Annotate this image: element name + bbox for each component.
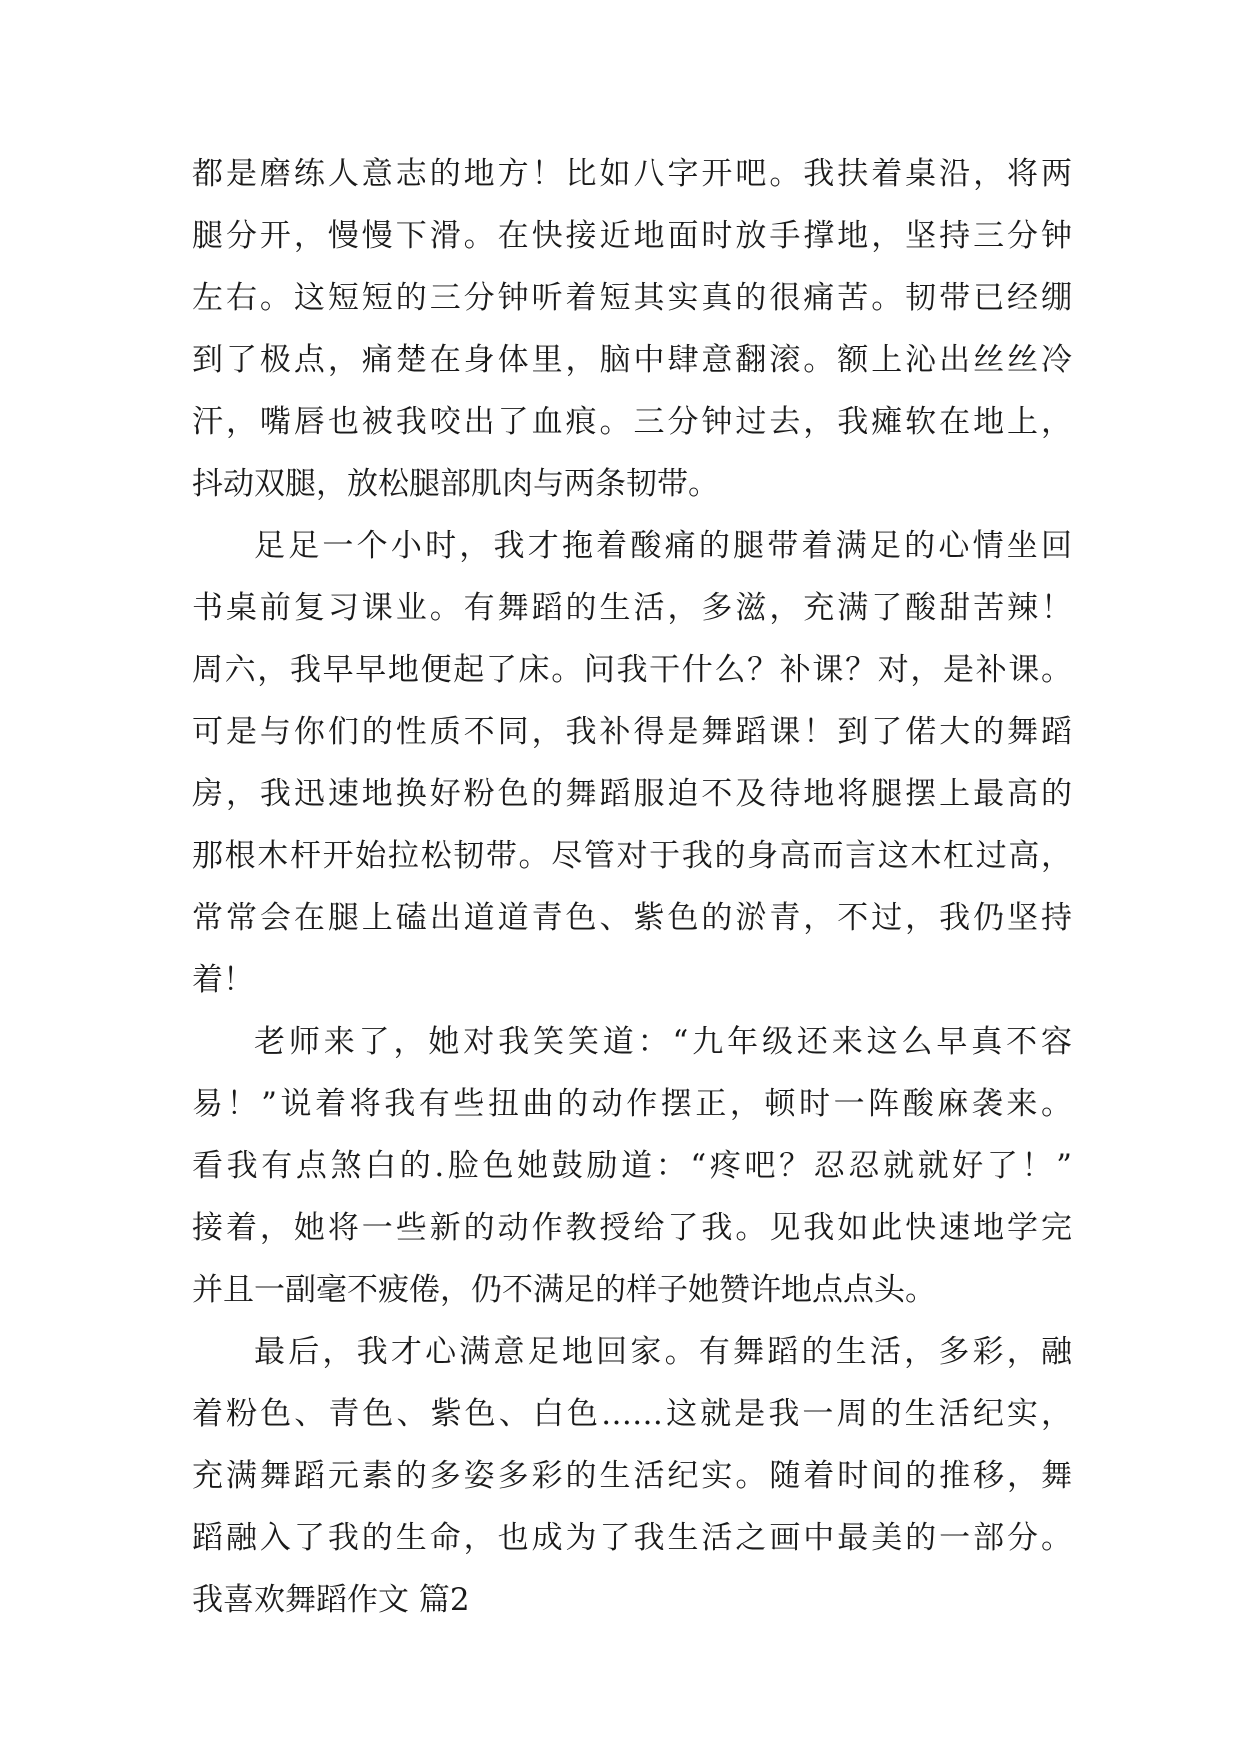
text-line: 都是磨练人意志的地方！比如八字开吧。我扶着桌沿，将两 <box>192 156 1072 192</box>
text-line: 左右。这短短的三分钟听着短其实真的很痛苦。韧带已经绷 <box>192 280 1072 316</box>
text-line: 充满舞蹈元素的多姿多彩的生活纪实。随着时间的推移，舞 <box>192 1458 1072 1494</box>
text-line: 看我有点煞白的.脸色她鼓励道：“疼吧？忍忍就就好了！” <box>192 1148 1072 1184</box>
text-line: 周六，我早早地便起了床。问我干什么？补课？对，是补课。 <box>192 652 1072 688</box>
text-line: 足足一个小时，我才拖着酸痛的腿带着满足的心情坐回 <box>254 528 1072 564</box>
text-line: 可是与你们的性质不同，我补得是舞蹈课！到了偌大的舞蹈 <box>192 714 1072 750</box>
text-line: 书桌前复习课业。有舞蹈的生活，多滋，充满了酸甜苦辣！ <box>192 590 1072 626</box>
text-line: 老师来了，她对我笑笑道：“九年级还来这么早真不容 <box>254 1024 1072 1060</box>
text-line: 房，我迅速地换好粉色的舞蹈服迫不及待地将腿摆上最高的 <box>192 776 1072 812</box>
text-line: 最后，我才心满意足地回家。有舞蹈的生活，多彩，融 <box>254 1334 1072 1370</box>
text-line: 并且一副毫不疲倦，仍不满足的样子她赞许地点点头。 <box>192 1272 936 1308</box>
text-line: 到了极点，痛楚在身体里，脑中肆意翻滚。额上沁出丝丝冷 <box>192 342 1072 378</box>
text-line: 腿分开，慢慢下滑。在快接近地面时放手撑地，坚持三分钟 <box>192 218 1072 254</box>
text-line: 蹈融入了我的生命，也成为了我生活之画中最美的一部分。 <box>192 1520 1072 1556</box>
text-line: 接着，她将一些新的动作教授给了我。见我如此快速地学完 <box>192 1210 1072 1246</box>
text-line: 常常会在腿上磕出道道青色、紫色的淤青，不过，我仍坚持 <box>192 900 1072 936</box>
section-heading: 我喜欢舞蹈作文 篇2 <box>192 1582 470 1618</box>
text-line: 易！”说着将我有些扭曲的动作摆正，顿时一阵酸麻袭来。 <box>192 1086 1072 1122</box>
text-line: 汗，嘴唇也被我咬出了血痕。三分钟过去，我瘫软在地上， <box>192 404 1072 440</box>
text-line: 着粉色、青色、紫色、白色……这就是我一周的生活纪实， <box>192 1396 1072 1432</box>
text-line: 着！ <box>192 962 254 998</box>
text-line: 那根木杆开始拉松韧带。尽管对于我的身高而言这木杠过高， <box>192 838 1072 874</box>
text-line: 抖动双腿，放松腿部肌肉与两条韧带。 <box>192 466 719 502</box>
